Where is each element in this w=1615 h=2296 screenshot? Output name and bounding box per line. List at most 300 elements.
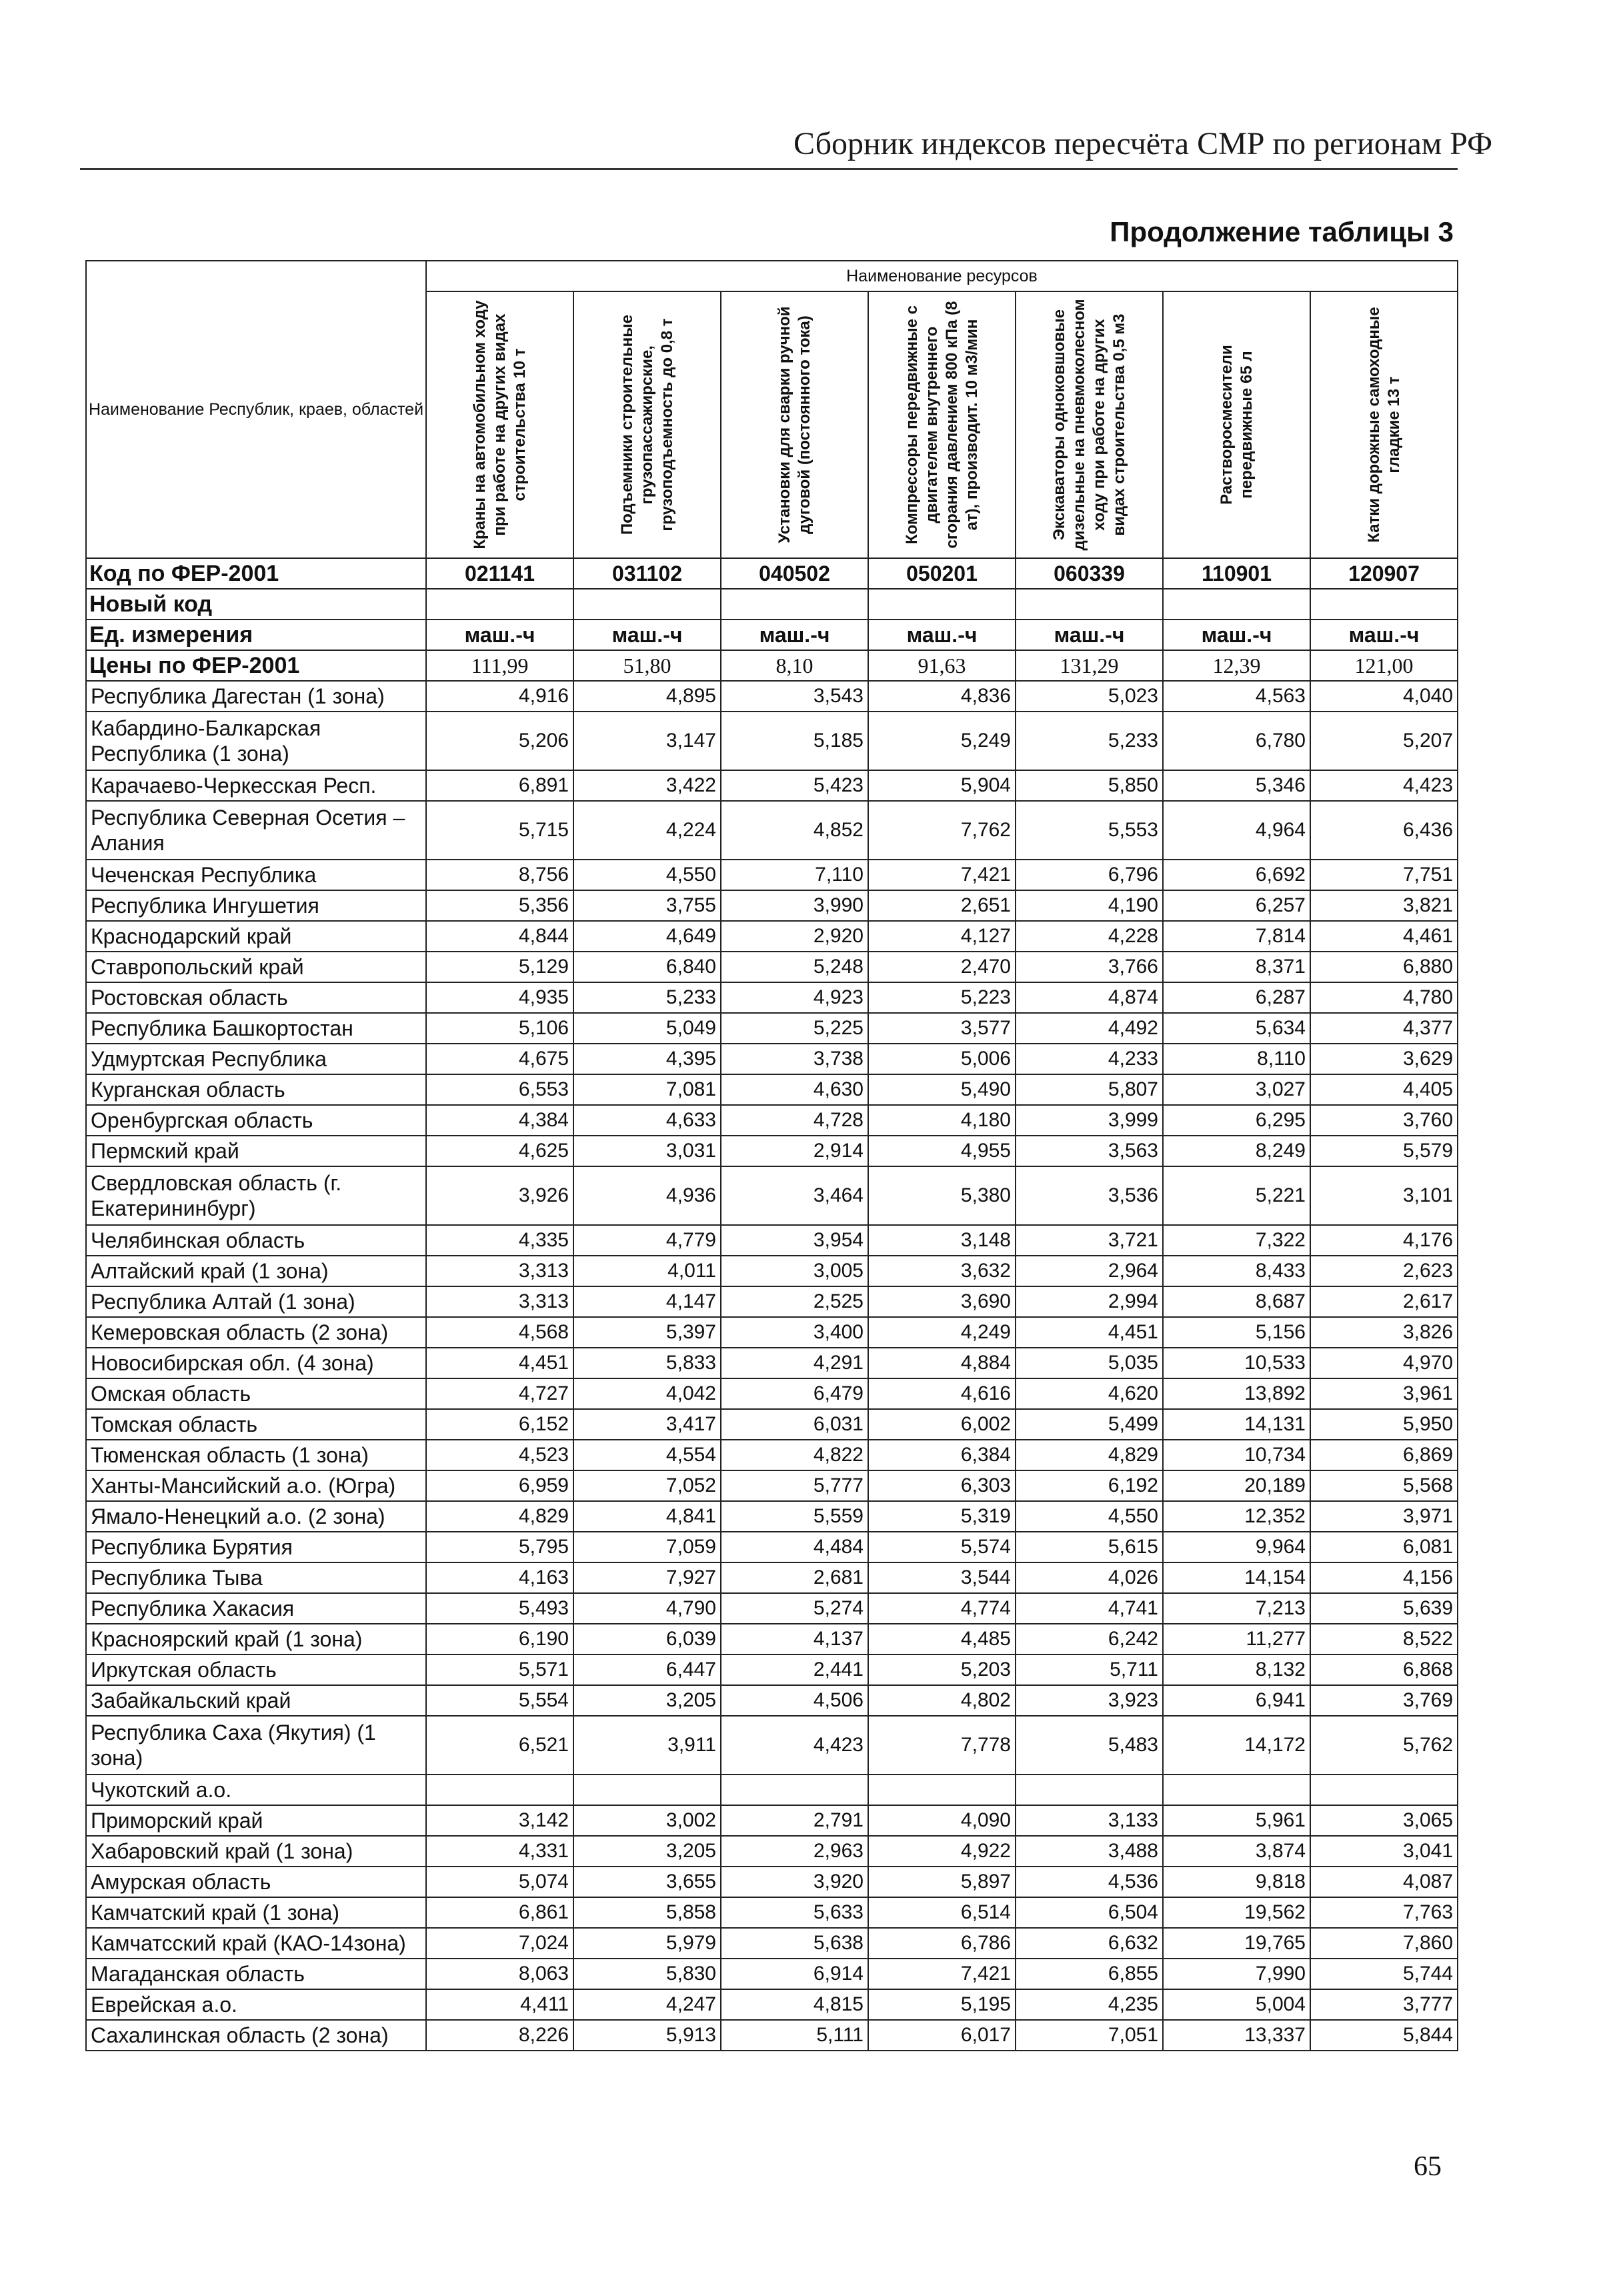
table-row xyxy=(86,1166,1458,1225)
index-value: 10,734 xyxy=(1163,1440,1310,1470)
index-value: 7,024 xyxy=(426,1928,573,1959)
index-value: 5,106 xyxy=(426,1013,573,1044)
region-name: Свердловская область (г. Екатерининбург) xyxy=(86,1166,426,1225)
index-value: 8,226 xyxy=(426,2020,573,2051)
index-value: 4,042 xyxy=(573,1378,721,1409)
index-value: 5,490 xyxy=(868,1074,1016,1105)
region-name: Красноярский край (1 зона) xyxy=(86,1624,426,1654)
index-value: 5,483 xyxy=(1016,1716,1163,1775)
new-code-cell xyxy=(1310,589,1458,620)
index-value: 3,536 xyxy=(1016,1166,1163,1225)
index-value: 5,129 xyxy=(426,952,573,982)
index-value: 3,422 xyxy=(573,770,721,801)
index-value: 5,233 xyxy=(1016,712,1163,770)
index-value: 5,203 xyxy=(868,1654,1016,1685)
region-name: Республика Северная Осетия – Алания xyxy=(86,801,426,860)
table-row xyxy=(86,1286,1458,1317)
index-value: 4,836 xyxy=(868,681,1016,712)
index-value: 5,913 xyxy=(573,2020,721,2051)
index-value: 4,405 xyxy=(1310,1074,1458,1105)
index-value: 5,274 xyxy=(721,1593,868,1624)
region-name: Республика Бурятия xyxy=(86,1532,426,1562)
index-value: 4,550 xyxy=(573,860,721,890)
index-value: 5,223 xyxy=(868,982,1016,1013)
table-row xyxy=(86,952,1458,982)
region-name: Челябинская область xyxy=(86,1225,426,1256)
index-value: 8,433 xyxy=(1163,1256,1310,1286)
index-value: 3,629 xyxy=(1310,1044,1458,1074)
table-row xyxy=(86,1348,1458,1378)
index-value: 3,313 xyxy=(426,1286,573,1317)
index-value: 3,911 xyxy=(573,1716,721,1775)
index-value: 5,499 xyxy=(1016,1409,1163,1440)
index-value: 4,936 xyxy=(573,1166,721,1225)
index-value: 2,470 xyxy=(868,952,1016,982)
index-value: 6,504 xyxy=(1016,1897,1163,1928)
index-value: 3,821 xyxy=(1310,890,1458,921)
index-value: 5,185 xyxy=(721,712,868,770)
index-value: 6,447 xyxy=(573,1654,721,1685)
index-value: 5,568 xyxy=(1310,1470,1458,1501)
index-value: 5,633 xyxy=(721,1897,868,1928)
resources-group-header: Наименование ресурсов xyxy=(426,261,1458,291)
index-value: 3,926 xyxy=(426,1166,573,1225)
resource-header: Подъемники строительные грузопассажирские, грузоподъемность до 0,8 т xyxy=(573,291,721,558)
table-row xyxy=(86,1836,1458,1867)
region-name: Республика Саха (Якутия) (1 зона) xyxy=(86,1716,426,1775)
region-name: Кемеровская область (2 зона) xyxy=(86,1317,426,1348)
resource-header: Краны на автомобильном ходу при работе на других видах строительства 10 т xyxy=(426,291,573,558)
index-value: 4,384 xyxy=(426,1105,573,1136)
index-value: 5,579 xyxy=(1310,1136,1458,1166)
region-name: Томская область xyxy=(86,1409,426,1440)
index-value: 6,880 xyxy=(1310,952,1458,982)
index-value: 5,249 xyxy=(868,712,1016,770)
index-value: 4,780 xyxy=(1310,982,1458,1013)
index-value: 2,994 xyxy=(1016,1286,1163,1317)
index-value: 4,852 xyxy=(721,801,868,860)
index-value: 6,017 xyxy=(868,2020,1016,2051)
index-value: 4,291 xyxy=(721,1348,868,1378)
index-value: 4,633 xyxy=(573,1105,721,1136)
table-row xyxy=(86,1805,1458,1836)
index-value: 3,766 xyxy=(1016,952,1163,982)
index-value: 6,295 xyxy=(1163,1105,1310,1136)
index-value: 7,052 xyxy=(573,1470,721,1501)
index-value: 4,970 xyxy=(1310,1348,1458,1378)
index-value: 4,895 xyxy=(573,681,721,712)
index-value: 4,550 xyxy=(1016,1501,1163,1532)
index-value: 4,011 xyxy=(573,1256,721,1286)
region-name: Чукотский а.о. xyxy=(86,1775,426,1805)
index-value: 6,855 xyxy=(1016,1959,1163,1989)
price-row xyxy=(86,650,1458,681)
table-row xyxy=(86,1256,1458,1286)
index-value: 14,154 xyxy=(1163,1562,1310,1593)
index-value: 4,163 xyxy=(426,1562,573,1593)
index-value: 10,533 xyxy=(1163,1348,1310,1378)
index-value: 5,049 xyxy=(573,1013,721,1044)
index-value: 7,081 xyxy=(573,1074,721,1105)
table-row xyxy=(86,1317,1458,1348)
table-row xyxy=(86,1074,1458,1105)
unit-cell: маш.-ч xyxy=(426,620,573,650)
index-value: 4,741 xyxy=(1016,1593,1163,1624)
region-name: Пермский край xyxy=(86,1136,426,1166)
code-cell: 060339 xyxy=(1016,558,1163,589)
price-cell: 8,10 xyxy=(721,650,868,681)
index-value: 7,751 xyxy=(1310,860,1458,890)
resource-header: Экскаваторы одноковшовые дизельные на пневмоколесном ходу при работе на других видах строительства 0,5 м3 xyxy=(1016,291,1163,558)
index-value: 6,436 xyxy=(1310,801,1458,860)
index-value: 3,755 xyxy=(573,890,721,921)
region-name: Амурская область xyxy=(86,1867,426,1897)
index-value: 5,904 xyxy=(868,770,1016,801)
index-value: 14,131 xyxy=(1163,1409,1310,1440)
index-value: 8,249 xyxy=(1163,1136,1310,1166)
index-value: 4,922 xyxy=(868,1836,1016,1867)
table-continuation-title: Продолжение таблицы 3 xyxy=(1110,216,1454,247)
index-value: 4,935 xyxy=(426,982,573,1013)
index-value: 5,554 xyxy=(426,1685,573,1716)
region-name: Новосибирская обл. (4 зона) xyxy=(86,1348,426,1378)
region-name: Камчатский край (1 зона) xyxy=(86,1897,426,1928)
index-value: 13,337 xyxy=(1163,2020,1310,2051)
index-value: 4,190 xyxy=(1016,890,1163,921)
resource-header: Растворосмесители передвижные 65 л xyxy=(1163,291,1310,558)
index-value: 6,257 xyxy=(1163,890,1310,921)
index-value: 5,233 xyxy=(573,982,721,1013)
table-row xyxy=(86,770,1458,801)
index-value: 4,727 xyxy=(426,1378,573,1409)
index-value: 4,228 xyxy=(1016,921,1163,952)
index-value: 4,451 xyxy=(426,1348,573,1378)
price-cell: 111,99 xyxy=(426,650,573,681)
index-value: 5,195 xyxy=(868,1989,1016,2020)
region-name: Республика Тыва xyxy=(86,1562,426,1593)
index-value: 2,914 xyxy=(721,1136,868,1166)
index-value: 4,523 xyxy=(426,1440,573,1470)
table-row xyxy=(86,1654,1458,1685)
index-value: 3,027 xyxy=(1163,1074,1310,1105)
index-value: 4,923 xyxy=(721,982,868,1013)
index-value: 4,625 xyxy=(426,1136,573,1166)
index-value: 20,189 xyxy=(1163,1470,1310,1501)
index-value: 7,110 xyxy=(721,860,868,890)
index-value: 3,655 xyxy=(573,1867,721,1897)
new-code-cell xyxy=(1016,589,1163,620)
index-value: 7,990 xyxy=(1163,1959,1310,1989)
index-value: 6,479 xyxy=(721,1378,868,1409)
index-value: 5,795 xyxy=(426,1532,573,1562)
index-value: 5,206 xyxy=(426,712,573,770)
index-value: 6,796 xyxy=(1016,860,1163,890)
index-value: 5,850 xyxy=(1016,770,1163,801)
index-value: 7,763 xyxy=(1310,1897,1458,1928)
header-divider xyxy=(80,168,1458,170)
unit-cell: маш.-ч xyxy=(1163,620,1310,650)
unit-label: Ед. измерения xyxy=(86,620,426,650)
index-value: 4,461 xyxy=(1310,921,1458,952)
index-value: 4,485 xyxy=(868,1624,1016,1654)
unit-cell: маш.-ч xyxy=(573,620,721,650)
index-value: 6,868 xyxy=(1310,1654,1458,1685)
index-value: 5,023 xyxy=(1016,681,1163,712)
table-row xyxy=(86,1470,1458,1501)
index-value: 5,979 xyxy=(573,1928,721,1959)
index-value: 7,860 xyxy=(1310,1928,1458,1959)
index-value: 3,690 xyxy=(868,1286,1016,1317)
code-cell: 021141 xyxy=(426,558,573,589)
region-name: Камчатсский край (КАО-14зона) xyxy=(86,1928,426,1959)
index-value: 6,869 xyxy=(1310,1440,1458,1470)
index-value: 5,844 xyxy=(1310,2020,1458,2051)
index-value xyxy=(721,1775,868,1805)
table-row xyxy=(86,982,1458,1013)
index-value: 5,615 xyxy=(1016,1532,1163,1562)
price-cell: 51,80 xyxy=(573,650,721,681)
index-value xyxy=(1310,1775,1458,1805)
index-value: 2,441 xyxy=(721,1654,868,1685)
index-value: 5,833 xyxy=(573,1348,721,1378)
table-row xyxy=(86,1562,1458,1593)
index-value: 5,493 xyxy=(426,1593,573,1624)
new-code-cell xyxy=(721,589,868,620)
region-name: Еврейская а.о. xyxy=(86,1989,426,2020)
index-value: 5,248 xyxy=(721,952,868,982)
index-value: 6,959 xyxy=(426,1470,573,1501)
unit-row xyxy=(86,620,1458,650)
index-value: 3,971 xyxy=(1310,1501,1458,1532)
region-name: Оренбургская область xyxy=(86,1105,426,1136)
index-value: 3,147 xyxy=(573,712,721,770)
indices-table xyxy=(85,260,1458,2051)
index-value: 4,728 xyxy=(721,1105,868,1136)
index-value: 4,451 xyxy=(1016,1317,1163,1348)
table-row xyxy=(86,1867,1458,1897)
index-value: 4,841 xyxy=(573,1501,721,1532)
index-value: 14,172 xyxy=(1163,1716,1310,1775)
index-value: 4,137 xyxy=(721,1624,868,1654)
index-value: 3,632 xyxy=(868,1256,1016,1286)
new-code-row xyxy=(86,589,1458,620)
index-value: 4,829 xyxy=(426,1501,573,1532)
index-value: 5,207 xyxy=(1310,712,1458,770)
index-value: 4,568 xyxy=(426,1317,573,1348)
index-value: 3,002 xyxy=(573,1805,721,1836)
index-value: 5,961 xyxy=(1163,1805,1310,1836)
index-value: 5,744 xyxy=(1310,1959,1458,1989)
code-row xyxy=(86,558,1458,589)
region-column-header: Наименование Республик, краев, областей xyxy=(86,261,426,558)
index-value: 4,506 xyxy=(721,1685,868,1716)
index-value: 2,681 xyxy=(721,1562,868,1593)
index-value xyxy=(573,1775,721,1805)
index-value: 3,577 xyxy=(868,1013,1016,1044)
index-value: 3,721 xyxy=(1016,1225,1163,1256)
table-row xyxy=(86,801,1458,860)
index-value: 5,004 xyxy=(1163,1989,1310,2020)
region-name: Забайкальский край xyxy=(86,1685,426,1716)
index-value: 4,563 xyxy=(1163,681,1310,712)
region-name: Омская область xyxy=(86,1378,426,1409)
unit-cell: маш.-ч xyxy=(1310,620,1458,650)
region-name: Республика Хакасия xyxy=(86,1593,426,1624)
index-value: 4,249 xyxy=(868,1317,1016,1348)
index-value: 6,303 xyxy=(868,1470,1016,1501)
index-value: 4,554 xyxy=(573,1440,721,1470)
table-row xyxy=(86,1624,1458,1654)
index-value: 4,377 xyxy=(1310,1013,1458,1044)
index-value: 9,964 xyxy=(1163,1532,1310,1562)
new-code-cell xyxy=(426,589,573,620)
index-value: 6,786 xyxy=(868,1928,1016,1959)
index-value: 6,002 xyxy=(868,1409,1016,1440)
region-name: Иркутская область xyxy=(86,1654,426,1685)
index-value: 6,384 xyxy=(868,1440,1016,1470)
index-value: 6,632 xyxy=(1016,1928,1163,1959)
region-name: Ханты-Мансийский а.о. (Югра) xyxy=(86,1470,426,1501)
index-value: 6,692 xyxy=(1163,860,1310,890)
resource-header: Компрессоры передвижные с двигателем внутреннего сгорания давлением 800 кПа (8 ат), производит. 10 м3/мин xyxy=(868,291,1016,558)
index-value: 6,780 xyxy=(1163,712,1310,770)
index-value: 7,213 xyxy=(1163,1593,1310,1624)
region-name: Карачаево-Черкесская Респ. xyxy=(86,770,426,801)
index-value: 3,777 xyxy=(1310,1989,1458,2020)
index-value: 3,961 xyxy=(1310,1378,1458,1409)
table-row xyxy=(86,1013,1458,1044)
index-value: 5,397 xyxy=(573,1317,721,1348)
index-value: 5,634 xyxy=(1163,1013,1310,1044)
region-name: Ростовская область xyxy=(86,982,426,1013)
index-value: 2,963 xyxy=(721,1836,868,1867)
resource-header: Установки для сварки ручной дуговой (постоянного тока) xyxy=(721,291,868,558)
index-value: 4,630 xyxy=(721,1074,868,1105)
index-value: 7,762 xyxy=(868,801,1016,860)
index-value: 4,620 xyxy=(1016,1378,1163,1409)
region-name: Краснодарский край xyxy=(86,921,426,952)
index-value: 7,814 xyxy=(1163,921,1310,952)
index-value: 3,769 xyxy=(1310,1685,1458,1716)
index-value: 4,616 xyxy=(868,1378,1016,1409)
table-row xyxy=(86,890,1458,921)
index-value: 3,826 xyxy=(1310,1317,1458,1348)
index-value: 5,639 xyxy=(1310,1593,1458,1624)
region-name: Хабаровский край (1 зона) xyxy=(86,1836,426,1867)
index-value: 7,421 xyxy=(868,860,1016,890)
index-value: 6,287 xyxy=(1163,982,1310,1013)
index-value: 4,040 xyxy=(1310,681,1458,712)
index-value: 4,829 xyxy=(1016,1440,1163,1470)
index-value: 4,090 xyxy=(868,1805,1016,1836)
index-value: 3,920 xyxy=(721,1867,868,1897)
region-name: Удмуртская Республика xyxy=(86,1044,426,1074)
index-value: 4,233 xyxy=(1016,1044,1163,1074)
index-value: 6,891 xyxy=(426,770,573,801)
index-value: 2,791 xyxy=(721,1805,868,1836)
index-value: 4,774 xyxy=(868,1593,1016,1624)
new-code-cell xyxy=(573,589,721,620)
index-value: 8,063 xyxy=(426,1959,573,1989)
index-value: 3,544 xyxy=(868,1562,1016,1593)
index-value: 8,371 xyxy=(1163,952,1310,982)
index-value: 5,777 xyxy=(721,1470,868,1501)
index-value: 4,822 xyxy=(721,1440,868,1470)
region-name: Сахалинская область (2 зона) xyxy=(86,2020,426,2051)
index-value: 19,765 xyxy=(1163,1928,1310,1959)
index-value: 6,242 xyxy=(1016,1624,1163,1654)
region-name: Магаданская область xyxy=(86,1959,426,1989)
index-value: 5,574 xyxy=(868,1532,1016,1562)
index-value: 7,051 xyxy=(1016,2020,1163,2051)
index-value: 4,955 xyxy=(868,1136,1016,1166)
index-value: 5,762 xyxy=(1310,1716,1458,1775)
index-value: 3,760 xyxy=(1310,1105,1458,1136)
index-value: 4,779 xyxy=(573,1225,721,1256)
index-value: 5,553 xyxy=(1016,801,1163,860)
index-value: 4,026 xyxy=(1016,1562,1163,1593)
index-value xyxy=(868,1775,1016,1805)
region-name: Республика Алтай (1 зона) xyxy=(86,1286,426,1317)
new-code-cell xyxy=(868,589,1016,620)
index-value: 5,858 xyxy=(573,1897,721,1928)
index-value: 4,180 xyxy=(868,1105,1016,1136)
index-value: 5,638 xyxy=(721,1928,868,1959)
index-value: 5,006 xyxy=(868,1044,1016,1074)
index-value: 6,192 xyxy=(1016,1470,1163,1501)
table-row xyxy=(86,1593,1458,1624)
index-value: 5,950 xyxy=(1310,1409,1458,1440)
region-name: Алтайский край (1 зона) xyxy=(86,1256,426,1286)
index-value: 4,484 xyxy=(721,1532,868,1562)
index-value: 4,087 xyxy=(1310,1867,1458,1897)
table-row xyxy=(86,1409,1458,1440)
index-value: 19,562 xyxy=(1163,1897,1310,1928)
index-value: 8,756 xyxy=(426,860,573,890)
table-row xyxy=(86,1959,1458,1989)
price-cell: 91,63 xyxy=(868,650,1016,681)
index-value: 5,356 xyxy=(426,890,573,921)
unit-cell: маш.-ч xyxy=(721,620,868,650)
table-row xyxy=(86,1897,1458,1928)
table-row xyxy=(86,1685,1458,1716)
region-name: Курганская область xyxy=(86,1074,426,1105)
index-value: 4,395 xyxy=(573,1044,721,1074)
index-value: 3,313 xyxy=(426,1256,573,1286)
index-value: 5,111 xyxy=(721,2020,868,2051)
table-row xyxy=(86,1989,1458,2020)
index-value: 4,675 xyxy=(426,1044,573,1074)
index-value: 5,035 xyxy=(1016,1348,1163,1378)
region-name: Республика Ингушетия xyxy=(86,890,426,921)
index-value: 3,999 xyxy=(1016,1105,1163,1136)
table-row xyxy=(86,1716,1458,1775)
index-value: 5,346 xyxy=(1163,770,1310,801)
index-value: 4,176 xyxy=(1310,1225,1458,1256)
index-value: 3,488 xyxy=(1016,1836,1163,1867)
index-value: 3,990 xyxy=(721,890,868,921)
code-cell: 050201 xyxy=(868,558,1016,589)
index-value: 11,277 xyxy=(1163,1624,1310,1654)
index-value: 4,235 xyxy=(1016,1989,1163,2020)
index-value: 2,964 xyxy=(1016,1256,1163,1286)
code-label: Код по ФЕР-2001 xyxy=(86,558,426,589)
index-value: 9,818 xyxy=(1163,1867,1310,1897)
index-value: 3,065 xyxy=(1310,1805,1458,1836)
index-value: 4,492 xyxy=(1016,1013,1163,1044)
index-value: 3,142 xyxy=(426,1805,573,1836)
index-value: 4,127 xyxy=(868,921,1016,952)
